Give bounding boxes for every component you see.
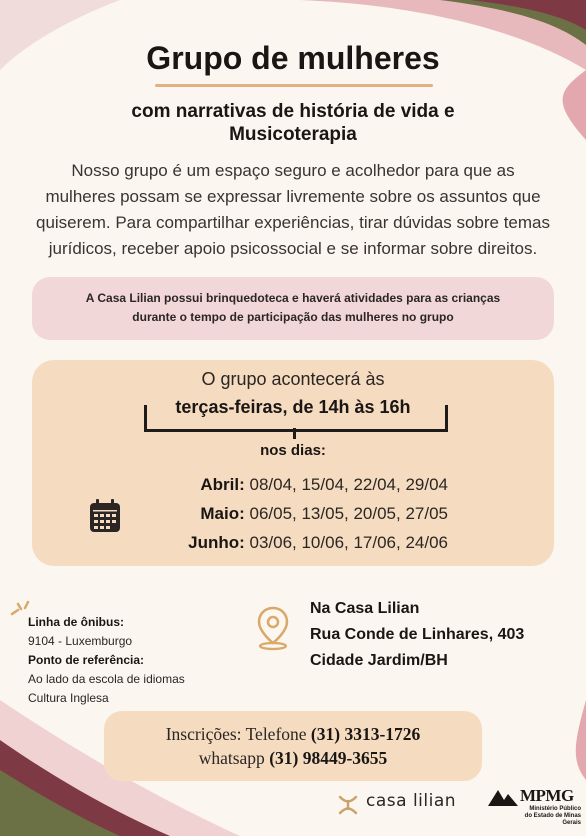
calendar-icon	[88, 498, 122, 534]
wave-bottom-right	[576, 700, 586, 780]
month-row-june	[188, 533, 448, 553]
month-dates: 08/04, 15/04, 22/04, 29/04	[244, 475, 448, 494]
month-dates: 06/05, 13/05, 20/05, 27/05	[244, 504, 448, 523]
title-underline	[155, 84, 433, 87]
subtitle-line: com narrativas de história de vida e	[131, 101, 455, 122]
address-line: Rua Conde de Linhares, 403	[310, 626, 525, 643]
intro-line: jurídicos, receber apoio psicossocial e se informar sobre direitos.	[48, 239, 538, 258]
mpmg-line: Ministério Público	[529, 806, 581, 812]
phone-line	[114, 722, 472, 746]
schedule-bracket	[144, 405, 448, 432]
intro-paragraph	[12, 158, 574, 262]
schedule-bracket-tick	[293, 428, 296, 439]
registration-panel	[104, 711, 482, 781]
whatsapp-prefix: whatsapp	[198, 748, 270, 768]
intro-line: Nosso grupo é um espaço seguro e acolhedor para que as	[71, 161, 515, 180]
phone-prefix: Inscrições: Telefone	[165, 724, 311, 744]
casa-lilian-logo-icon	[336, 793, 360, 817]
reference-line: Cultura Inglesa	[28, 691, 109, 705]
month-name: Abril:	[200, 475, 245, 494]
address-block	[310, 596, 580, 674]
casa-lilian-logo: casa lilian	[366, 791, 457, 811]
whatsapp-number[interactable]: (31) 98449-3655	[269, 748, 388, 768]
mpmg-logo: MPMG	[520, 786, 574, 805]
month-name: Maio:	[200, 504, 245, 523]
reference-label: Ponto de referência:	[28, 653, 145, 667]
mpmg-logo-icon	[486, 786, 520, 808]
dates-label: nos dias:	[260, 442, 326, 459]
intro-line: mulheres possam se expressar livremente sobre os assuntos que	[45, 187, 541, 206]
address-line: Cidade Jardim/BH	[310, 652, 448, 669]
notice-line: durante o tempo de participação das mulheres no grupo	[132, 310, 454, 324]
whatsapp-line	[114, 746, 472, 770]
childcare-notice	[32, 277, 554, 340]
page-subtitle	[60, 100, 526, 146]
page-title: Grupo de mulheres	[146, 40, 440, 76]
bus-label: Linha de ônibus:	[28, 615, 124, 629]
reference-line: Ao lado da escola de idiomas	[28, 672, 185, 686]
intro-line: quiserem. Para compartilhar experiências, tirar dúvidas sobre temas	[35, 213, 550, 232]
month-dates: 03/06, 10/06, 17/06, 24/06	[244, 533, 448, 552]
subtitle-line: Musicoterapia	[229, 124, 357, 145]
month-row-may	[200, 504, 448, 524]
mpmg-line: do Estado de Minas Gerais	[524, 813, 581, 826]
address-line: Na Casa Lilian	[310, 600, 420, 617]
location-pin-icon	[254, 605, 292, 651]
month-row-april	[200, 475, 448, 495]
transit-info	[28, 613, 248, 708]
mpmg-subtitle	[505, 806, 581, 827]
bus-value: 9104 - Luxemburgo	[28, 634, 133, 648]
phone-number[interactable]: (31) 3313-1726	[310, 724, 421, 744]
notice-line: A Casa Lilian possui brinquedoteca e haverá atividades para as crianças	[85, 291, 501, 305]
schedule-intro: O grupo acontecerá às	[201, 369, 385, 389]
month-name: Junho:	[188, 533, 245, 552]
schedule-days-time: terças-feiras, de 14h às 16h	[175, 397, 411, 417]
wave-right-pink	[563, 70, 586, 140]
